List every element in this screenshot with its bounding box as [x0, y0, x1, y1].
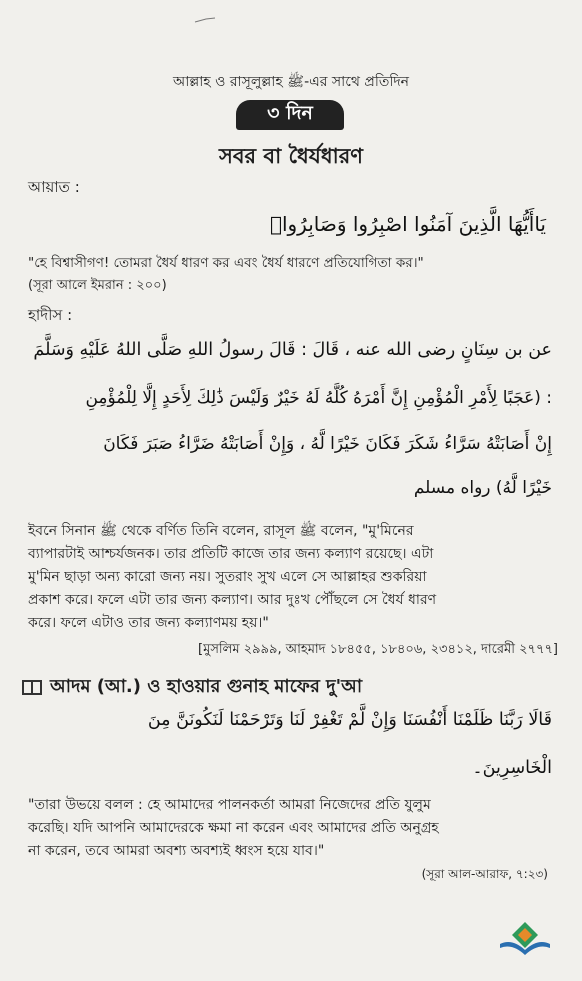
- hadith-translation-line: প্রকাশ করে। ফলে এটা তার জন্য কল্যাণ। আর দুঃখ পৌঁছলে সে ধৈর্য ধারণ: [28, 592, 437, 608]
- ayat-translation: "হে বিশ্বাসীগণ! তোমরা ধৈর্য ধারণ কর এবং ধৈর্য ধারণে প্রতিযোগিতা কর।": [28, 255, 424, 271]
- hadith-arabic-line: إِنْ أَصَابَتْهُ سَرَّاءُ شَكَرَ فَكَانَ خَيْرًا لَّهُ ، وَإِنْ أَصَابَتْهُ ضَرَّاءُ صَبَرَ فَكَانَ: [103, 434, 552, 454]
- dua-translation-line: করেছি। যদি আপনি আমাদেরকে ক্ষমা না করেন এবং আমাদের প্রতি অনুগ্রহ: [28, 820, 439, 836]
- ayat-arabic: يَاأَيُّهَا الَّذِينَ آمَنُوا اصْبِرُوا وَصَابِرُوا۟: [269, 212, 546, 236]
- hadith-translation-line: মু'মিন ছাড়া অন্য কারো জন্য নয়। সুতরাং সুখ এলে সে আল্লাহর শুকরিয়া: [28, 569, 427, 585]
- dua-arabic-line: قَالَا رَبَّنَا ظَلَمْنَا أَنْفُسَنَا وَإِنْ لَّمْ تَغْفِرْ لَنَا وَتَرْحَمْنَا لَنَكُونَنَّ مِنَ: [147, 710, 552, 730]
- hadith-arabic-line: خَيْرًا لَّهُ) رواه مسلم: [413, 478, 552, 498]
- hadith-translation-line: করে। ফলে এটাও তার জন্য কল্যাণময় হয়।": [28, 615, 269, 631]
- dua-title: আদম (আ.) ও হাওয়ার গুনাহ মাফের দু'আ: [50, 676, 363, 697]
- dua-translation-line: "তারা উভয়ে বলল : হে আমাদের পালনকর্তা আমরা নিজেদের প্রতি যুলুম: [28, 797, 431, 813]
- publisher-logo: [498, 918, 552, 958]
- chapter-title: সবর বা ধৈর্যধারণ: [219, 144, 363, 168]
- running-header: আল্লাহ ও রাসূলুল্লাহ ﷺ-এর সাথে প্রতিদিন: [172, 74, 410, 90]
- day-badge: ৩ দিন: [236, 100, 344, 130]
- book-icon: [22, 680, 42, 695]
- hadith-translation-line: ব্যাপারটাই আশ্চর্যজনক। তার প্রতিটি কাজে তার জন্য কল্যাণ রয়েছে। এটা: [28, 546, 434, 562]
- dua-reference: (সূরা আল-আরাফ, ৭:২৩): [421, 867, 548, 881]
- pen-mark: [194, 16, 216, 24]
- dua-translation-line: না করেন, তবে আমরা অবশ্য অবশ্যই ধ্বংস হয়ে যাব।": [28, 843, 325, 859]
- ayat-label: আয়াত :: [28, 178, 80, 196]
- hadith-label: হাদীস :: [28, 306, 73, 324]
- hadith-arabic-line: : (عَجَبًا لِأَمْرِ الْمُؤْمِنِ إِنَّ أَمْرَهُ كُلَّهُ لَهُ خَيْرٌ وَلَيْسَ ذَٰلِكَ لِأَحَدٍ إِلَّا لِلْمُؤْمِنِ: [85, 388, 552, 408]
- hadith-translation-line: ইবনে সিনান ﷺ থেকে বর্ণিত তিনি বলেন, রাসূল ﷺ বলেন, "মু'মিনের: [28, 523, 414, 539]
- dua-heading: [22, 672, 362, 703]
- hadith-arabic-line: عن بن سِنَانٍ رضى الله عنه ، قَالَ : قَالَ رسولُ اللهِ صَلَّى اللهُ عَلَيْهِ وَسَلَّمَ: [33, 340, 552, 360]
- ayat-reference: (সূরা আলে ইমরান : ২০০): [28, 278, 167, 293]
- dua-arabic-line: الْخَاسِرِينَ۔: [472, 758, 552, 778]
- hadith-reference: [মুসলিম ২৯৯৯, আহমাদ ১৮৪৫৫, ১৮৪০৬, ২৩৪১২, দারেমী ২৭৭৭]: [198, 642, 558, 657]
